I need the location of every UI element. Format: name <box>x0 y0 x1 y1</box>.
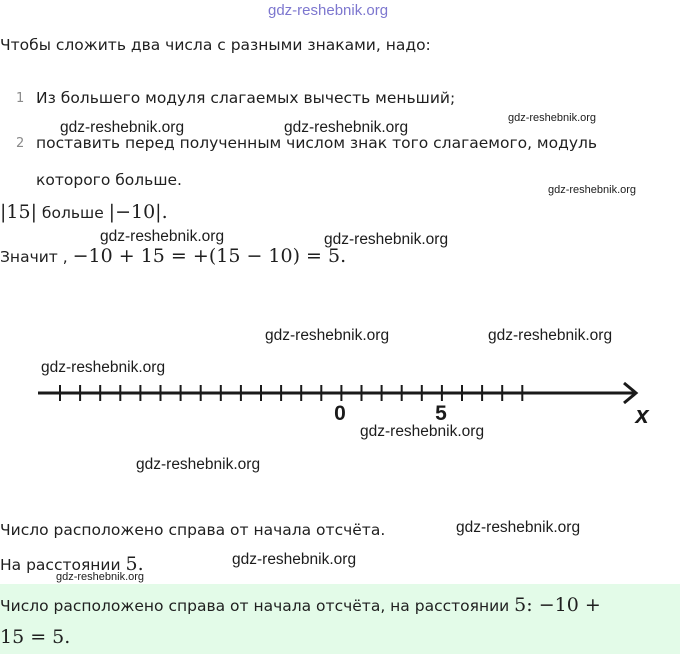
watermark: gdz-reshebnik.org <box>548 184 637 196</box>
step-number: 2 <box>16 136 25 151</box>
answer-expression-end: 15 = 5. <box>0 626 71 648</box>
answer-box <box>0 584 680 654</box>
step-text: поставить перед полученным числом знак того слагаемого, модуль <box>36 134 598 152</box>
watermark-top: gdz-reshebnik.org <box>268 2 389 19</box>
watermark: gdz-reshebnik.org <box>488 327 613 344</box>
watermark: gdz-reshebnik.org <box>324 231 449 248</box>
result-prefix: Значит , <box>0 248 68 266</box>
watermark: gdz-reshebnik.org <box>56 571 145 583</box>
intro-text: Чтобы сложить два числа с разными знаками, надо: <box>0 36 431 54</box>
watermark: gdz-reshebnik.org <box>360 423 485 440</box>
watermark: gdz-reshebnik.org <box>265 327 390 344</box>
watermark: gdz-reshebnik.org <box>508 112 597 124</box>
comparison-dot: . <box>161 201 168 223</box>
step-text-continued: которого больше. <box>36 171 182 189</box>
result-expression: −10 + 15 = +(15 − 10) = 5. <box>72 245 347 267</box>
modulus-minus-10: |−10| <box>108 201 162 223</box>
step-text: Из большего модуля слагаемых вычесть меньший; <box>36 89 456 107</box>
comparison-line <box>0 201 168 223</box>
watermark: gdz-reshebnik.org <box>60 119 185 136</box>
watermark: gdz-reshebnik.org <box>232 551 357 568</box>
conclusion-line: Число расположено справа от начала отсчёта. <box>0 521 386 539</box>
number-line <box>0 370 680 440</box>
comparison-word: больше <box>41 204 104 222</box>
watermark: gdz-reshebnik.org <box>456 519 581 536</box>
watermark: gdz-reshebnik.org <box>100 228 225 245</box>
label-five: 5 <box>435 402 447 425</box>
distance-prefix: На расстоянии <box>0 556 121 574</box>
distance-value: 5. <box>125 553 144 575</box>
axis-label-x: x <box>635 402 649 429</box>
result-line <box>0 245 346 267</box>
watermark: gdz-reshebnik.org <box>136 456 261 473</box>
watermark: gdz-reshebnik.org <box>41 359 166 376</box>
answer-expression-start: 5: −10 + <box>514 594 601 616</box>
watermark: gdz-reshebnik.org <box>284 119 409 136</box>
answer-text: Число расположено справа от начала отсчёта, на расстоянии <box>0 597 510 615</box>
modulus-15: |15| <box>0 201 37 223</box>
answer-line1 <box>0 594 601 616</box>
label-zero: 0 <box>334 402 346 425</box>
step-number: 1 <box>16 91 25 106</box>
